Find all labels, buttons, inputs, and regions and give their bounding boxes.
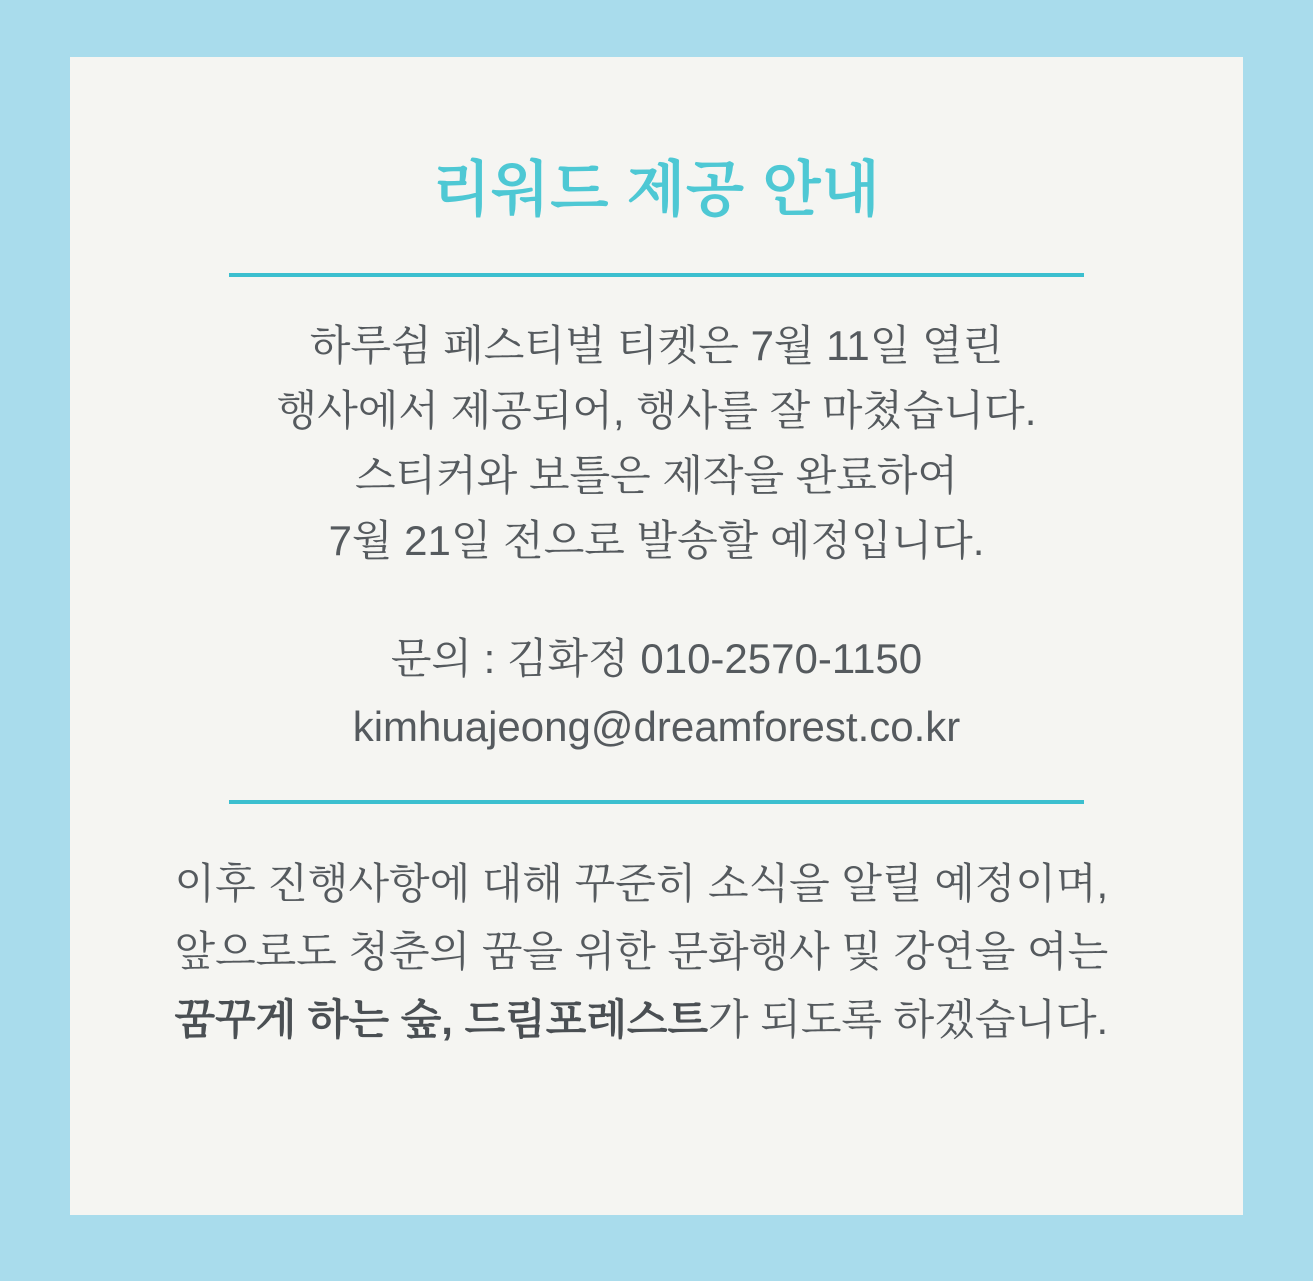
contact-info [353, 625, 961, 759]
notice-paragraph [277, 313, 1037, 573]
notice-card [70, 57, 1243, 1215]
contact-phone: 문의 : 김화정 010-2570-1150 [390, 635, 923, 683]
closing-paragraph [157, 850, 1157, 1054]
page-title: 리워드 제공 안내 [432, 156, 881, 223]
notice-line-3: 스티커와 보틀은 제작을 완료하여 [354, 452, 958, 500]
closing-line-1: 이후 진행사항에 대해 꾸준히 소식을 알릴 예정이며, [174, 859, 1109, 907]
contact-email: kimhuajeong@dreamforest.co.kr [352, 702, 961, 750]
closing-line-2: 앞으로도 청춘의 꿈을 위한 문화행사 및 강연을 여는 [174, 927, 1109, 975]
closing-line-3-rest: 가 되도록 하겠습니다. [708, 995, 1109, 1043]
notice-line-2: 행사에서 제공되어, 행사를 잘 마쳤습니다. [276, 387, 1037, 435]
notice-line-4: 7월 21일 전으로 발송할 예정입니다. [328, 517, 985, 565]
notice-line-1: 하루쉼 페스티벌 티켓은 7월 11일 열린 [309, 322, 1004, 369]
brand-name: 꿈꾸게 하는 숲, 드림포레스트 [174, 995, 709, 1043]
divider-bottom [229, 800, 1084, 804]
divider-top [229, 273, 1084, 277]
closing-line-3 [175, 986, 1157, 1054]
